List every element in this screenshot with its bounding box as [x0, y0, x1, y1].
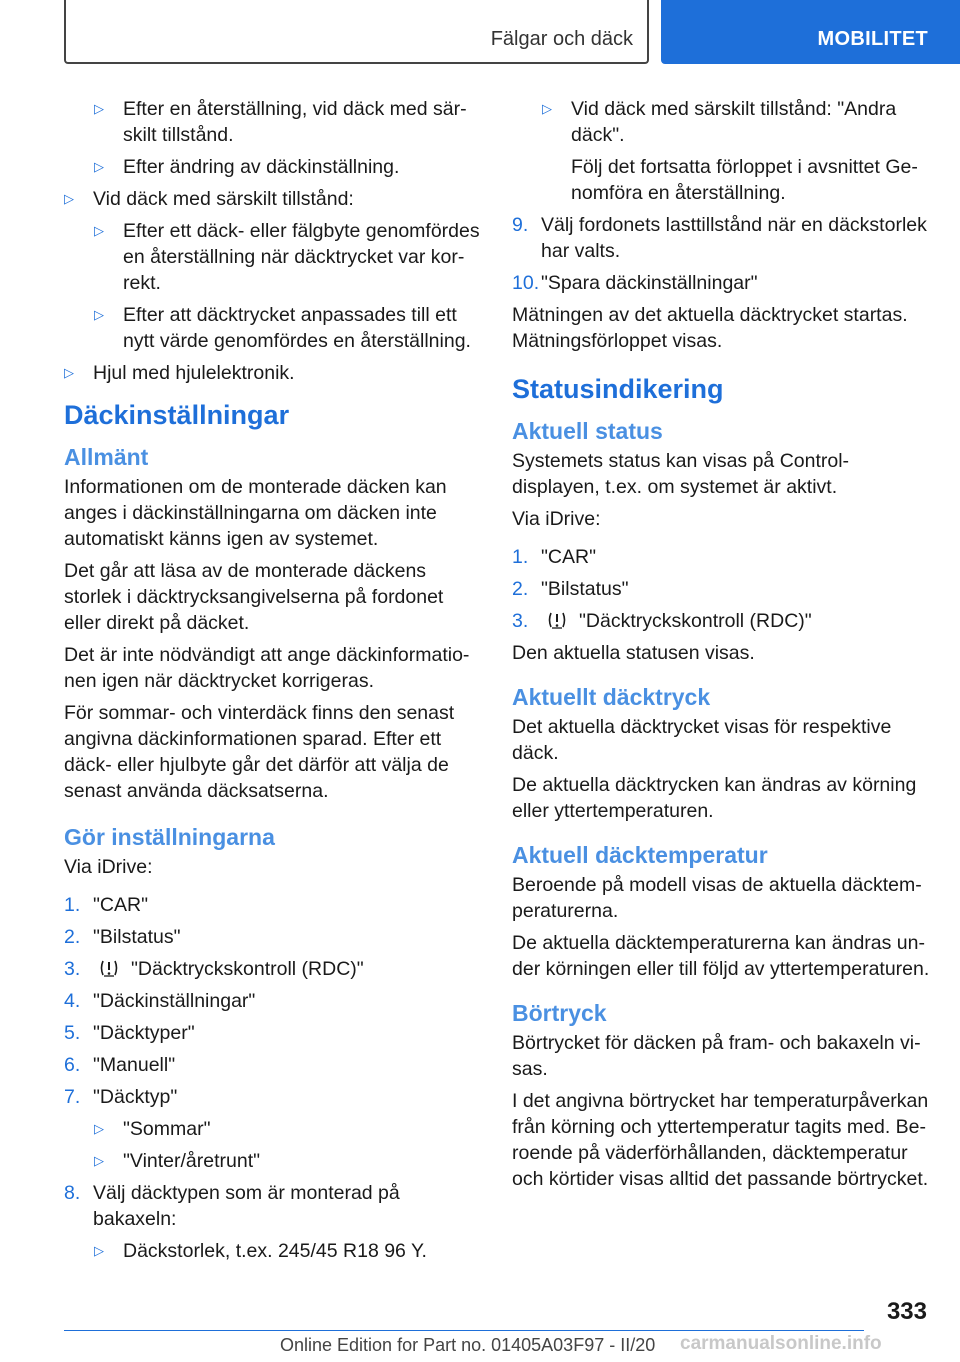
heading-statusindikering: Statusindikering	[512, 374, 724, 404]
triangle-right-icon: ▷	[64, 365, 74, 380]
triangle-right-icon: ▷	[94, 101, 104, 116]
left-column	[64, 96, 484, 1270]
triangle-right-icon: ▷	[94, 1121, 104, 1136]
heading-bortryck: Börtryck	[512, 1000, 607, 1026]
step-item: 2. "Bilstatus"	[64, 926, 181, 948]
step-item: 1. "CAR"	[64, 894, 149, 916]
list-item: ▷ Efter ett däck- eller fälgbyte genomfördes en återställning när däcktrycket var korrekt.	[94, 220, 480, 294]
step-item: 6. "Manuell"	[64, 1054, 176, 1076]
triangle-right-icon: ▷	[542, 101, 552, 116]
header-chapter-title: MOBILITET	[817, 28, 928, 50]
page-number: 333	[886, 1298, 927, 1325]
heading-allmant: Allmänt	[64, 444, 149, 470]
triangle-right-icon: ▷	[94, 223, 104, 238]
paragraph: Det går att läsa av de monterade däckens storlek i däcktrycksangivelserna på fordonet eller direkt på däcket.	[64, 560, 444, 634]
step-item: 7. "Däcktyp"	[64, 1086, 178, 1108]
heading-gor-installningarna: Gör inställningarna	[64, 824, 275, 850]
triangle-right-icon: ▷	[94, 1153, 104, 1168]
heading-aktuell-dacktemperatur: Aktuell däcktemperatur	[512, 842, 768, 868]
paragraph: Det är inte nödvändigt att ange däckinformationen igen när däcktrycket korrigeras.	[64, 644, 470, 692]
step-item: 3. "Däcktryckskontroll (RDC)"	[64, 958, 364, 980]
step-item: 5. "Däcktyper"	[64, 1022, 195, 1044]
step-item: 10. "Spara däckinställningar"	[512, 272, 758, 294]
heading-aktuell-status: Aktuell status	[512, 418, 663, 444]
footer-edition: Online Edition for Part no. 01405A03F97 - II/20	[280, 1335, 656, 1355]
heading-dackinstallningar: Däckinställningar	[64, 400, 290, 430]
paragraph: Börtrycket för däcken på fram- och bakaxeln visas.	[512, 1032, 921, 1080]
list-item: ▷ "Vinter/åretrunt"	[94, 1150, 261, 1172]
heading-aktuellt-dacktryck: Aktuellt däcktryck	[512, 684, 711, 710]
step-item: 3. "Däcktryckskontroll (RDC)"	[512, 610, 812, 632]
header-section-title: Fälgar och däck	[490, 28, 633, 50]
list-item: ▷ Efter ändring av däckinställning.	[94, 156, 400, 178]
triangle-right-icon: ▷	[94, 1243, 104, 1258]
paragraph: I det angivna börtrycket har temperaturpåverkan från körning och yttertemperatur tagits med. Beroende på väderförhållanden, däcktemperatur och körtider visas alltid det passande börtrycket.	[512, 1090, 929, 1190]
paragraph: De aktuella däcktrycken kan ändras av körning eller yttertemperaturen.	[512, 774, 917, 822]
paragraph: Via iDrive:	[512, 508, 601, 530]
list-item: ▷ Vid däck med särskilt tillstånd:	[64, 188, 354, 210]
header-chapter-tab	[661, 0, 960, 64]
paragraph: Mätningen av det aktuella däcktrycket startas. Mätningsförloppet visas.	[512, 304, 908, 352]
triangle-right-icon: ▷	[94, 307, 104, 322]
paragraph: Informationen om de monterade däcken kan anges i däckinställningarna om däcken inte automatiskt känns igen av systemet.	[64, 476, 447, 550]
paragraph: För sommar- och vinterdäck finns den senast angivna däckinformationen sparad. Efter ett däck- eller hjulbyte går det därför att välja de senast använda däcksatserna.	[64, 702, 455, 802]
tire-pressure-warning-icon	[547, 610, 567, 630]
triangle-right-icon: ▷	[64, 191, 74, 206]
triangle-right-icon: ▷	[94, 159, 104, 174]
list-item: ▷ Vid däck med särskilt tillstånd: "Andra däck".	[542, 98, 897, 146]
step-item: 8. Välj däcktypen som är monterad på bakaxeln:	[64, 1182, 400, 1230]
right-column	[512, 96, 932, 1198]
footer-divider	[64, 1330, 864, 1331]
paragraph: Via iDrive:	[64, 856, 153, 878]
paragraph: De aktuella däcktemperaturerna kan ändras under körningen eller till följd av yttertemperaturen.	[512, 932, 930, 980]
list-item: ▷ Hjul med hjulelektronik.	[64, 362, 295, 384]
paragraph: Systemets status kan visas på Control-displayen, t.ex. om systemet är aktivt.	[512, 450, 850, 498]
tire-pressure-warning-icon	[99, 958, 119, 978]
paragraph: Beroende på modell visas de aktuella däcktemperaturerna.	[512, 874, 922, 922]
paragraph: Den aktuella statusen visas.	[512, 642, 755, 664]
list-item: ▷ Däckstorlek, t.ex. 245/45 R18 96 Y.	[94, 1240, 427, 1262]
list-item: ▷ Efter att däcktrycket anpassades till ett nytt värde genomfördes en återställning.	[94, 304, 471, 352]
step-item: 2. "Bilstatus"	[512, 578, 629, 600]
paragraph: Följ det fortsatta förloppet i avsnittet Genomföra en återställning.	[571, 156, 918, 204]
header-section-tab	[64, 0, 649, 64]
list-item: ▷ Efter en återställning, vid däck med särskilt tillstånd.	[94, 98, 467, 146]
step-item: 9. Välj fordonets lasttillstånd när en däckstorlek har valts.	[512, 214, 927, 262]
list-item: ▷ "Sommar"	[94, 1118, 211, 1140]
step-item: 4. "Däckinställningar"	[64, 990, 256, 1012]
step-item: 1. "CAR"	[512, 546, 597, 568]
watermark: carmanualsonline.info	[680, 1333, 882, 1354]
paragraph: Det aktuella däcktrycket visas för respektive däck.	[512, 716, 892, 764]
